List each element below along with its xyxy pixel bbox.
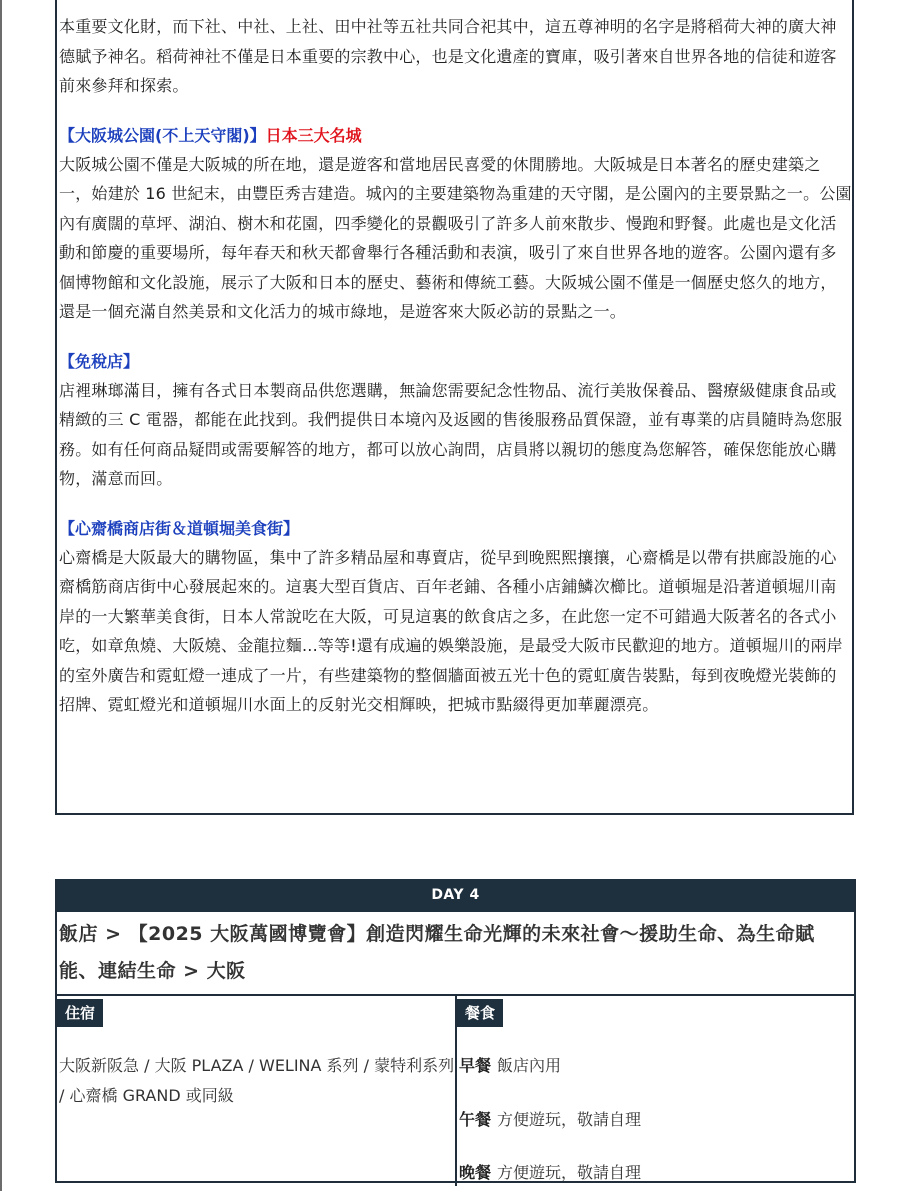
- accommodation-column: [57, 996, 457, 1186]
- dinner-row: [459, 1159, 854, 1186]
- lunch-row: [459, 1106, 854, 1133]
- day4-label: DAY 4: [57, 879, 854, 912]
- day4-block: [55, 879, 856, 1183]
- osaka-castle-highlight: 日本三大名城: [265, 125, 362, 145]
- dinner-label: 晚餐: [459, 1163, 492, 1182]
- duty-free-paragraph: 店裡琳瑯滿目，擁有各式日本製商品供您選購，無論您需要紀念性物品、流行美妝保養品、醫療級健康食品或精緻的三 C 電器，都能在此找到。我們提供日本境內及返國的售後服務品質保證，並有專業的店員隨時為您服務。如有任何商品疑問或需要解答的地方，都可以放心詢問，店員將以親切的態度為您解答，確保您能放心購物，滿意而回。: [59, 380, 843, 488]
- meals-column: [457, 996, 854, 1186]
- page-left-border: [0, 0, 2, 1191]
- shinsaibashi-paragraph: 心齋橋是大阪最大的購物區，集中了許多精品屋和專賣店，從早到晚熙熙攘攘，心齋橋是以帶有拱廊設施的心齋橋筋商店街中心發展起來的。這裏大型百貨店、百年老鋪、各種小店鋪鱗次櫛比。道頓堀是沿著道頓堀川南岸的一大繁華美食街，日本人常說吃在大阪，可見這裏的飲食店之多，在此您一定不可錯過大阪著名的各式小吃，如章魚燒、大阪燒、金龍拉麵...等等!還有成遍的娛樂設施，是最受大阪市民歡迎的地方。道頓堀川的兩岸的室外廣告和霓虹燈一連成了一片，有些建築物的整個牆面被五光十色的霓虹廣告裝點，每到夜晚燈光裝飾的招牌、霓虹燈光和道頓堀川水面上的反射光交相輝映，把城市點綴得更加華麗漂亮。: [59, 547, 843, 714]
- shinsaibashi-heading: 【心齋橋商店街＆道頓堀美食街】: [59, 518, 300, 538]
- lunch-value: 方便遊玩，敬請自理: [497, 1110, 642, 1129]
- accommodation-text: 大阪新阪急 / 大阪 PLAZA / WELINA 系列 / 蒙特利系列 / 心齋橋 GRAND 或同級: [59, 1056, 455, 1105]
- duty-free-heading: 【免稅店】: [59, 351, 140, 371]
- inari-shrine-paragraph: 本重要文化財，而下社、中社、上社、田中社等五社共同合祀其中，這五尊神明的名字是將稻荷大神的廣大神德賦予神名。稻荷神社不僅是日本重要的宗教中心，也是文化遺產的寶庫，吸引著來自世界各地的信徒和遊客前來參拜和探索。: [59, 17, 837, 95]
- osaka-castle-heading: [59, 121, 852, 150]
- itinerary-day3-content: [55, 0, 854, 815]
- lunch-label: 午餐: [459, 1110, 492, 1129]
- day4-route: 飯店 > 【2025 大阪萬國博覽會】創造閃耀生命光輝的未來社會～援助生命、為生命賦能、連結生命 > 大阪: [57, 912, 854, 996]
- day4-details: [57, 996, 854, 1186]
- dinner-value: 方便遊玩，敬請自理: [497, 1163, 642, 1182]
- breakfast-label: 早餐: [459, 1056, 492, 1075]
- osaka-castle-paragraph: 大阪城公園不僅是大阪城的所在地，還是遊客和當地居民喜愛的休閒勝地。大阪城是日本著名的歷史建築之一，始建於 16 世紀末，由豐臣秀吉建造。城內的主要建築物為重建的天守閣，是公園內的主要景點之一。公園內有廣闊的草坪、湖泊、樹木和花園，四季變化的景觀吸引了許多人前來散步、慢跑和野餐。此處也是文化活動和節慶的重要場所，每年春天和秋天都會舉行各種活動和表演，吸引了來自世界各地的遊客。公園內還有多個博物館和文化設施，展示了大阪和日本的歷史、藝術和傳統工藝。大阪城公園不僅是一個歷史悠久的地方，還是一個充滿自然美景和文化活力的城市綠地，是遊客來大阪必訪的景點之一。: [59, 154, 852, 321]
- accommodation-tag: 住宿: [57, 999, 103, 1027]
- breakfast-value: 飯店內用: [497, 1056, 562, 1075]
- meals-tag: 餐食: [457, 999, 503, 1027]
- breakfast-row: [459, 1052, 854, 1079]
- osaka-castle-title: 【大阪城公園(不上天守閣)】: [59, 125, 266, 145]
